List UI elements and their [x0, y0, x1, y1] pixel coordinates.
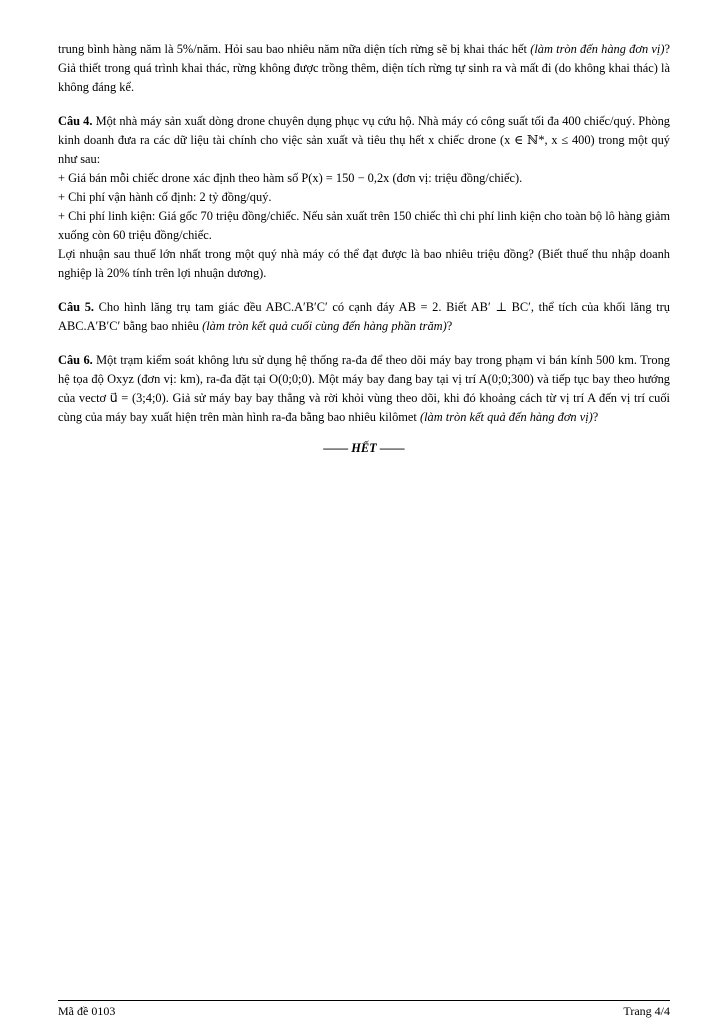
question-5-end: ? — [446, 319, 453, 333]
document-page — [58, 40, 670, 456]
intro-paragraph — [58, 40, 670, 97]
question-4 — [58, 112, 670, 169]
page-footer — [58, 1004, 670, 1019]
exam-code: Mã đề 0103 — [58, 1004, 116, 1018]
question-6-text: Một trạm kiểm soát không lưu sử dụng hệ thống ra-đa để theo dõi máy bay trong phạm vi bán kính 500 km. Trong hệ tọa độ Oxyz (đơn vị: km), ra-đa đặt tại O(0;0;0). Một máy bay đang bay tại vị trí A(0;0;300) và tiếp tục bay theo hướng của vectơ u⃗ = (3;4;0). Giả sử máy bay bay thẳng và rời khỏi vùng theo dõi, khi đó khoảng cách từ vị trí A đến vị trí cuối cùng của máy bay xuất hiện trên màn hình ra-đa bằng bao nhiêu kilômet — [58, 353, 670, 424]
question-4-text: Một nhà máy sản xuất dòng drone chuyên dụng phục vụ cứu hộ. Nhà máy có công suất tối đa 400 chiếc/quý. Phòng kinh doanh đưa ra các dữ liệu tài chính cho việc sản xuất và tiêu thụ hết x chiếc drone (x ∈ ℕ*, x ≤ 400) trong một quý như sau: — [58, 114, 670, 166]
end-marker: —— HẾT —— — [323, 441, 405, 455]
question-6 — [58, 351, 670, 427]
intro-text-end: ? Giả thiết trong quá trình khai thác, rừng không được trồng thêm, diện tích rừng tự sinh ra và mất đi (do không khai thác) là không đáng kể. — [58, 42, 670, 94]
question-4-bullet-1: + Giá bán mỗi chiếc drone xác định theo hàm số P(x) = 150 − 0,2x (đơn vị: triệu đồng/chiếc). — [58, 171, 523, 185]
question-4-question: Lợi nhuận sau thuế lớn nhất trong một quý nhà máy có thể đạt được là bao nhiêu triệu đồng? (Biết thuế thu nhập doanh nghiệp là 20% tính trên lợi nhuận dương). — [58, 247, 670, 280]
question-5-label: Câu 5. — [58, 300, 94, 314]
footer-divider — [58, 1000, 670, 1001]
question-4-bullet-2: + Chi phí vận hành cố định: 2 tỷ đồng/quý. — [58, 190, 272, 204]
question-5-text: Cho hình lăng trụ tam giác đều ABC.A′B′C′ có cạnh đáy AB = 2. Biết AB′ ⊥ BC′, thể tích của khối lăng trụ ABC.A′B′C′ bằng bao nhiêu — [58, 300, 670, 333]
page-number: Trang 4/4 — [623, 1004, 670, 1018]
question-4-label: Câu 4. — [58, 114, 93, 128]
intro-text: trung bình hàng năm là 5%/năm. Hỏi sau bao nhiêu năm nữa diện tích rừng sẽ bị khai thác hết — [58, 42, 531, 56]
intro-italic: (làm tròn đến hàng đơn vị) — [530, 42, 665, 56]
question-6-end: ? — [592, 410, 599, 424]
question-6-italic: (làm tròn kết quả đến hàng đơn vị) — [419, 410, 593, 424]
question-6-label: Câu 6. — [58, 353, 93, 367]
question-5-italic: (làm tròn kết quả cuối cùng đến hàng phần trăm) — [202, 319, 447, 333]
question-4-bullet-3: + Chi phí linh kiện: Giá gốc 70 triệu đồng/chiếc. Nếu sản xuất trên 150 chiếc thì chi phí linh kiện cho toàn bộ lô hàng giảm xuống còn 60 triệu đồng/chiếc. — [58, 209, 670, 242]
question-5 — [58, 298, 670, 336]
